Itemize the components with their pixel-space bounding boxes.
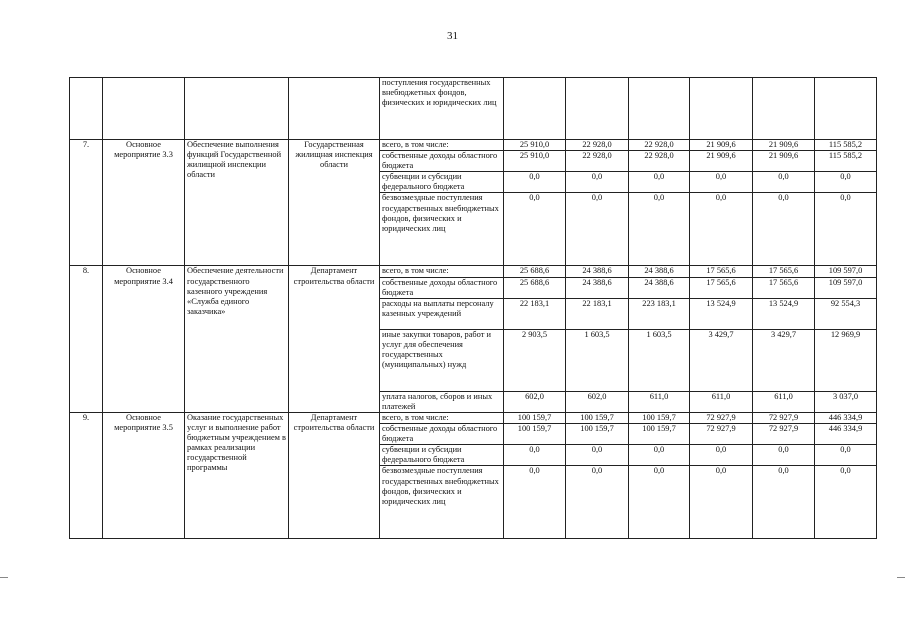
cell-value xyxy=(566,78,629,140)
amount-cell: 17 565,6 xyxy=(690,277,753,298)
row-number: 8. xyxy=(70,266,103,412)
amount-cell: 3 429,7 xyxy=(690,329,753,391)
amount-cell: 0,0 xyxy=(690,193,753,266)
continuation-row xyxy=(70,78,877,140)
amount-cell: 611,0 xyxy=(629,391,690,412)
amount-cell: 0,0 xyxy=(815,172,877,193)
amount-cell: 100 159,7 xyxy=(566,412,629,423)
amount-cell: 0,0 xyxy=(753,445,815,466)
amount-cell: 21 909,6 xyxy=(690,140,753,151)
amount-cell: 0,0 xyxy=(815,466,877,539)
amount-cell: 0,0 xyxy=(566,172,629,193)
amount-cell: 0,0 xyxy=(504,445,566,466)
amount-cell: 3 037,0 xyxy=(815,391,877,412)
funding-source: всего, в том числе: xyxy=(380,412,504,423)
funding-source: собственные доходы областного бюджета xyxy=(380,151,504,172)
amount-cell: 109 597,0 xyxy=(815,266,877,277)
amount-cell: 25 688,6 xyxy=(504,266,566,277)
budget-table-body xyxy=(70,78,877,539)
amount-cell: 0,0 xyxy=(629,466,690,539)
amount-cell: 0,0 xyxy=(815,193,877,266)
funding-source: всего, в том числе: xyxy=(380,140,504,151)
funding-source: уплата налогов, сборов и иных платежей xyxy=(380,391,504,412)
funding-source: собственные доходы областного бюджета xyxy=(380,424,504,445)
row-number: 9. xyxy=(70,412,103,538)
amount-cell: 611,0 xyxy=(690,391,753,412)
cell-value xyxy=(753,78,815,140)
amount-cell: 72 927,9 xyxy=(690,412,753,423)
amount-cell: 17 565,6 xyxy=(753,266,815,277)
amount-cell: 0,0 xyxy=(504,172,566,193)
amount-cell: 17 565,6 xyxy=(690,266,753,277)
amount-cell: 21 909,6 xyxy=(753,151,815,172)
amount-cell: 100 159,7 xyxy=(629,424,690,445)
event-name: Оказание государственных услуг и выполнение работ бюджетным учреждением в рамках реализации государственной программы xyxy=(185,412,289,538)
amount-cell: 22 928,0 xyxy=(629,151,690,172)
amount-cell: 0,0 xyxy=(629,193,690,266)
amount-cell: 17 565,6 xyxy=(753,277,815,298)
cell-no xyxy=(70,78,103,140)
executor: Департамент строительства области xyxy=(289,266,380,412)
amount-cell: 25 688,6 xyxy=(504,277,566,298)
funding-source: безвозмездные поступления государственных внебюджетных фондов, физических и юридических лиц xyxy=(380,466,504,539)
amount-cell: 611,0 xyxy=(753,391,815,412)
amount-cell: 25 910,0 xyxy=(504,140,566,151)
event-code: Основное мероприятие 3.4 xyxy=(103,266,185,412)
cell-executor xyxy=(289,78,380,140)
executor: Департамент строительства области xyxy=(289,412,380,538)
amount-cell: 72 927,9 xyxy=(690,424,753,445)
amount-cell: 72 927,9 xyxy=(753,412,815,423)
amount-cell: 602,0 xyxy=(566,391,629,412)
amount-cell: 24 388,6 xyxy=(566,277,629,298)
amount-cell: 0,0 xyxy=(753,466,815,539)
amount-cell: 115 585,2 xyxy=(815,151,877,172)
amount-cell: 602,0 xyxy=(504,391,566,412)
amount-cell: 100 159,7 xyxy=(629,412,690,423)
cell-funding-source: поступления государственных внебюджетных фондов, физических и юридических лиц xyxy=(380,78,504,140)
cell-name xyxy=(185,78,289,140)
amount-cell: 100 159,7 xyxy=(504,424,566,445)
funding-source: безвозмездные поступления государственных внебюджетных фондов, физических и юридических лиц xyxy=(380,193,504,266)
event-code: Основное мероприятие 3.5 xyxy=(103,412,185,538)
funding-source: иные закупки товаров, работ и услуг для обеспечения государственных (муниципальных) нужд xyxy=(380,329,504,391)
amount-cell: 12 969,9 xyxy=(815,329,877,391)
amount-cell: 22 928,0 xyxy=(566,151,629,172)
amount-cell: 2 903,5 xyxy=(504,329,566,391)
amount-cell: 0,0 xyxy=(753,172,815,193)
amount-cell: 0,0 xyxy=(566,466,629,539)
amount-cell: 92 554,3 xyxy=(815,298,877,329)
amount-cell: 115 585,2 xyxy=(815,140,877,151)
funding-source: собственные доходы областного бюджета xyxy=(380,277,504,298)
table-row xyxy=(70,266,877,277)
amount-cell: 0,0 xyxy=(690,445,753,466)
cell-event xyxy=(103,78,185,140)
amount-cell: 3 429,7 xyxy=(753,329,815,391)
amount-cell: 0,0 xyxy=(690,172,753,193)
event-name: Обеспечение выполнения функций Государственной жилищной инспекции области xyxy=(185,140,289,266)
cell-value xyxy=(690,78,753,140)
amount-cell: 22 928,0 xyxy=(629,140,690,151)
amount-cell: 22 183,1 xyxy=(566,298,629,329)
row-number: 7. xyxy=(70,140,103,266)
amount-cell: 0,0 xyxy=(753,193,815,266)
amount-cell: 100 159,7 xyxy=(504,412,566,423)
amount-cell: 109 597,0 xyxy=(815,277,877,298)
table-row xyxy=(70,412,877,423)
event-name: Обеспечение деятельности государственного казенного учреждения «Служба единого заказчика» xyxy=(185,266,289,412)
left-edge-mark xyxy=(0,577,8,578)
executor: Государственная жилищная инспекция области xyxy=(289,140,380,266)
amount-cell: 223 183,1 xyxy=(629,298,690,329)
amount-cell: 24 388,6 xyxy=(566,266,629,277)
amount-cell: 0,0 xyxy=(690,466,753,539)
funding-source: расходы на выплаты персоналу казенных учреждений xyxy=(380,298,504,329)
amount-cell: 1 603,5 xyxy=(566,329,629,391)
cell-value xyxy=(629,78,690,140)
amount-cell: 100 159,7 xyxy=(566,424,629,445)
amount-cell: 24 388,6 xyxy=(629,277,690,298)
cell-value xyxy=(504,78,566,140)
amount-cell: 1 603,5 xyxy=(629,329,690,391)
amount-cell: 24 388,6 xyxy=(629,266,690,277)
amount-cell: 22 928,0 xyxy=(566,140,629,151)
amount-cell: 0,0 xyxy=(629,445,690,466)
amount-cell: 446 334,9 xyxy=(815,424,877,445)
right-edge-mark xyxy=(897,577,905,578)
amount-cell: 0,0 xyxy=(566,445,629,466)
budget-table xyxy=(69,77,877,539)
amount-cell: 21 909,6 xyxy=(753,140,815,151)
amount-cell: 21 909,6 xyxy=(690,151,753,172)
amount-cell: 25 910,0 xyxy=(504,151,566,172)
amount-cell: 0,0 xyxy=(504,193,566,266)
event-code: Основное мероприятие 3.3 xyxy=(103,140,185,266)
page-number: 31 xyxy=(447,30,458,42)
table-row xyxy=(70,140,877,151)
amount-cell: 72 927,9 xyxy=(753,424,815,445)
amount-cell: 0,0 xyxy=(566,193,629,266)
cell-value xyxy=(815,78,877,140)
amount-cell: 0,0 xyxy=(504,466,566,539)
amount-cell: 13 524,9 xyxy=(753,298,815,329)
amount-cell: 13 524,9 xyxy=(690,298,753,329)
funding-source: всего, в том числе: xyxy=(380,266,504,277)
amount-cell: 22 183,1 xyxy=(504,298,566,329)
funding-source: субвенции и субсидии федерального бюджета xyxy=(380,172,504,193)
funding-source: субвенции и субсидии федерального бюджета xyxy=(380,445,504,466)
amount-cell: 0,0 xyxy=(815,445,877,466)
amount-cell: 0,0 xyxy=(629,172,690,193)
amount-cell: 446 334,9 xyxy=(815,412,877,423)
